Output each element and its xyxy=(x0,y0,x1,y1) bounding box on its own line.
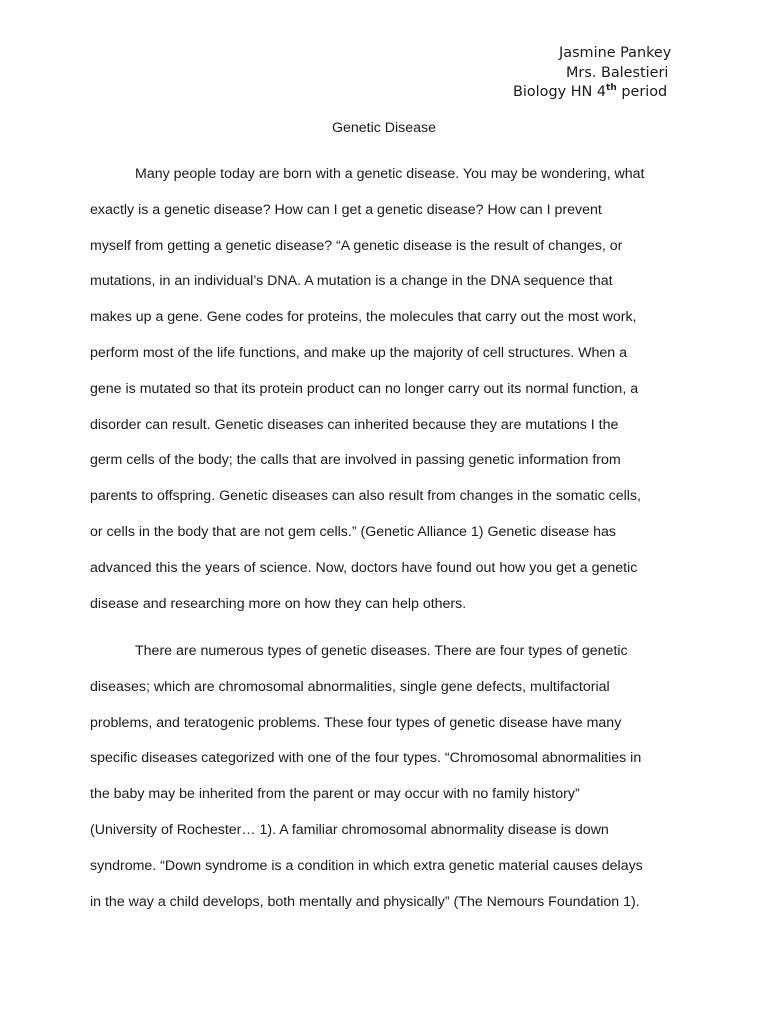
paragraph-line: problems, and teratogenic problems. These four types of genetic disease have many xyxy=(90,714,622,731)
paragraph-line: myself from getting a genetic disease? “A genetic disease is the result of changes, or xyxy=(90,237,623,254)
paragraph-line: makes up a gene. Gene codes for proteins, the molecules that carry out the most work, xyxy=(90,309,637,326)
paragraph-line: There are numerous types of genetic diseases. There are four types of genetic xyxy=(135,643,628,659)
teacher-name: Mrs. Balestieri xyxy=(566,64,669,81)
paragraph-line: disorder can result. Genetic diseases can inherited because they are mutations I the xyxy=(90,416,619,433)
paragraph-line: or cells in the body that are not gem cells.” (Genetic Alliance 1) Genetic disease has xyxy=(90,523,616,540)
paragraph-line: gene is mutated so that its protein product can no longer carry out its normal function, a xyxy=(90,380,639,397)
class-name: Biology HN 4 xyxy=(513,84,607,100)
paragraph-line: specific diseases categorized with one of the four types. “Chromosomal abnormalities in xyxy=(90,750,642,767)
paragraph-line: diseases; which are chromosomal abnormalities, single gene defects, multifactorial xyxy=(90,678,610,695)
paragraph-line: advanced this the years of science. Now, doctors have found out how you get a genetic xyxy=(90,559,638,576)
paragraph-2 xyxy=(90,634,680,920)
paragraph-1 xyxy=(90,157,680,622)
paragraph-line: exactly is a genetic disease? How can I get a genetic disease? How can I prevent xyxy=(90,201,602,218)
paragraph-line: the baby may be inherited from the parent or may occur with no family history” xyxy=(90,786,580,803)
period-label: period xyxy=(616,84,668,100)
paragraph-line: in the way a child develops, both mentally and physically” (The Nemours Foundation 1). xyxy=(90,893,640,910)
paragraph-line: germ cells of the body; the calls that are involved in passing genetic information from xyxy=(90,452,621,469)
class-period xyxy=(513,83,743,103)
paragraph-line: mutations, in an individual’s DNA. A mutation is a change in the DNA sequence that xyxy=(90,273,613,290)
paragraph-line: Many people today are born with a genetic disease. You may be wondering, what xyxy=(135,166,645,182)
paragraph-line: (University of Rochester… 1). A familiar chromosomal abnormality disease is down xyxy=(90,821,609,838)
essay-title: Genetic Disease xyxy=(331,120,437,136)
student-name: Jasmine Pankey xyxy=(559,45,672,61)
ordinal-suffix: th xyxy=(606,83,617,93)
paragraph-line: disease and researching more on how they can help others. xyxy=(90,595,467,612)
paragraph-line: syndrome. “Down syndrome is a condition in which extra genetic material causes delays xyxy=(90,857,643,874)
author-header xyxy=(513,44,743,103)
paragraph-line: parents to offspring. Genetic diseases can also result from changes in the somatic cells, xyxy=(90,488,641,505)
paragraph-line: perform most of the life functions, and make up the majority of cell structures. When a xyxy=(90,344,627,361)
